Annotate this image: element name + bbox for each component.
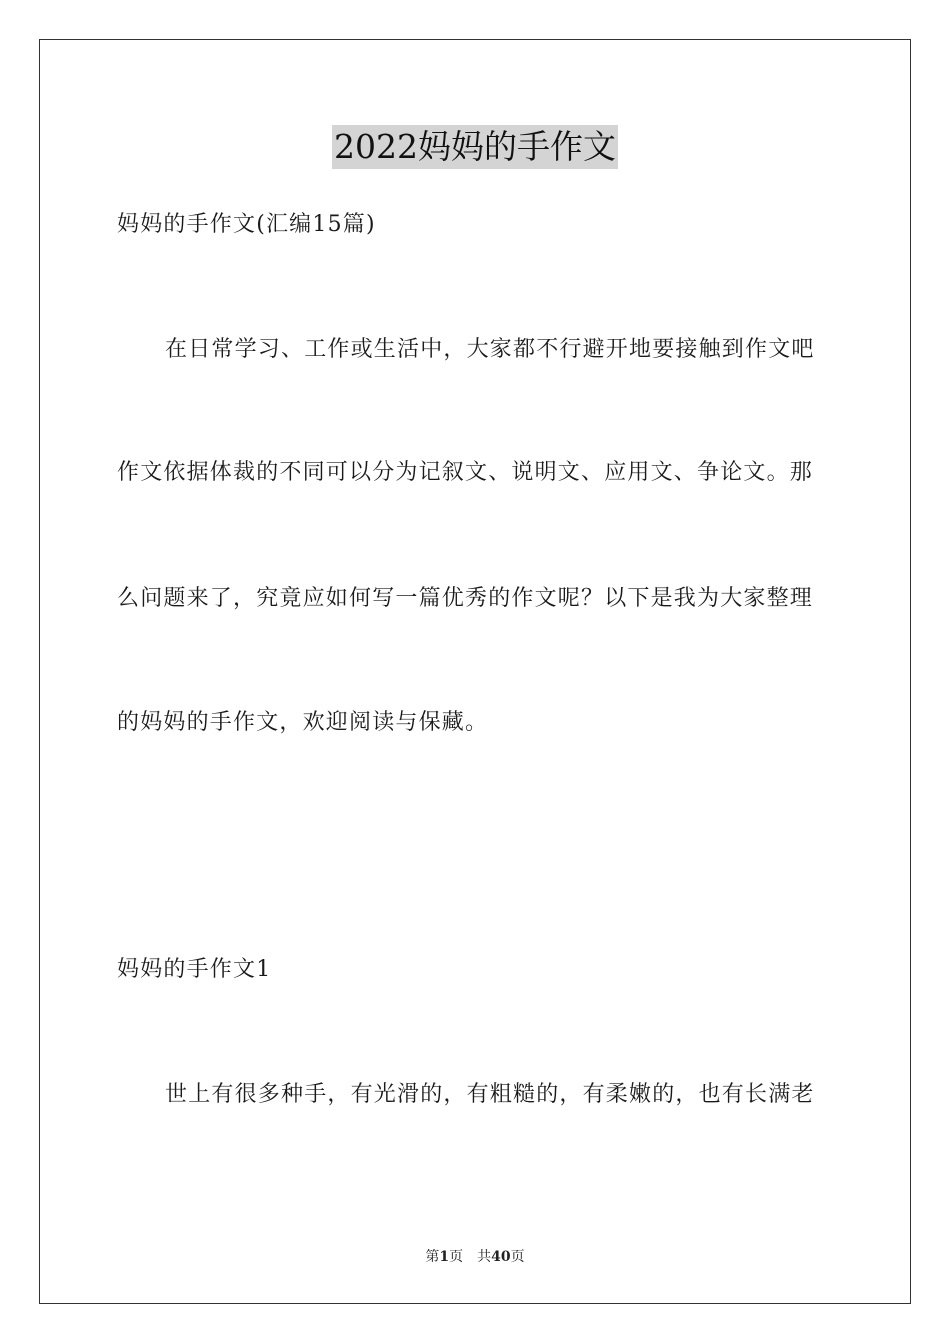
footer-page-prefix: 第	[425, 1249, 440, 1265]
intro-line-1: 在日常学习、工作或生活中，大家都不行避开地要接触到作文吧	[165, 337, 815, 362]
title-container	[0, 125, 950, 169]
document-title: 2022妈妈的手作文	[332, 125, 618, 169]
section-first-line: 世上有很多种手，有光滑的，有粗糙的，有柔嫩的，也有长满老	[165, 1082, 815, 1107]
page-footer	[0, 1247, 950, 1267]
document-subtitle: 妈妈的手作文(汇编15篇)	[117, 212, 376, 237]
footer-page-total: 40	[491, 1249, 511, 1265]
intro-line-2: 作文依据体裁的不同可以分为记叙文、说明文、应用文、争论文。那	[117, 460, 814, 485]
section-heading: 妈妈的手作文1	[117, 957, 272, 982]
footer-total-suffix: 页	[510, 1249, 525, 1265]
footer-page-suffix: 页	[449, 1249, 464, 1265]
footer-total-prefix: 共	[477, 1249, 492, 1265]
intro-line-4: 的妈妈的手作文，欢迎阅读与保藏。	[117, 710, 489, 735]
intro-line-3: 么问题来了，究竟应如何写一篇优秀的作文呢？以下是我为大家整理	[117, 586, 814, 611]
footer-page-current: 1	[439, 1249, 450, 1265]
